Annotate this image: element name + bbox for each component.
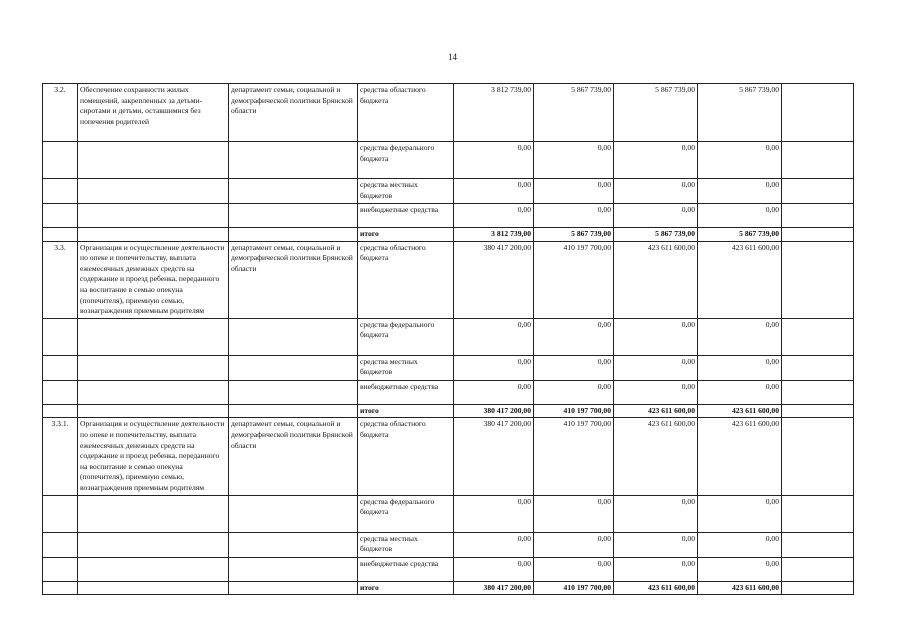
funding-value: 0,00 [534, 204, 614, 228]
funding-value: 0,00 [698, 318, 782, 355]
funding-value: 0,00 [534, 532, 614, 557]
row-index [43, 355, 78, 380]
executor [229, 404, 358, 418]
executor: департамент семьи, социальной и демографической политики Брянской области [229, 84, 358, 142]
funding-value: 5 867 739,00 [614, 84, 698, 142]
funding-value: 0,00 [454, 532, 534, 557]
budget-table-body [43, 84, 854, 595]
funding-value: 0,00 [698, 142, 782, 179]
measure-name: Организация и осуществление деятельности по опеке и попечительству, выплата ежемесячных денежных средств на содержание и проезд ребенка, переданного на воспитание в семью опекуна (попечителя), приемную семью, вознаграждения приемным родителям [78, 418, 229, 495]
executor: департамент семьи, социальной и демографической политики Брянской области [229, 241, 358, 318]
funding-source: средства местных бюджетов [358, 355, 454, 380]
row-index [43, 495, 78, 532]
funding-value: 423 611 600,00 [614, 404, 698, 418]
empty-cell [782, 418, 854, 495]
empty-cell [782, 142, 854, 179]
measure-name: Организация и осуществление деятельности по опеке и попечительству, выплата ежемесячных денежных средств на содержание и проезд ребенка, переданного на воспитание в семью опекуна (попечителя), приемную семью, вознаграждения приемным родителям [78, 241, 229, 318]
funding-value: 0,00 [534, 495, 614, 532]
measure-name [78, 557, 229, 581]
funding-value: 380 417 200,00 [454, 581, 534, 595]
funding-value: 410 197 700,00 [534, 241, 614, 318]
funding-value: 380 417 200,00 [454, 241, 534, 318]
funding-value: 0,00 [534, 380, 614, 404]
funding-source: средства федерального бюджета [358, 495, 454, 532]
table-row [43, 380, 854, 404]
measure-name [78, 179, 229, 204]
funding-source: средства федерального бюджета [358, 318, 454, 355]
funding-source: внебюджетные средства [358, 380, 454, 404]
funding-value: 0,00 [614, 532, 698, 557]
executor [229, 532, 358, 557]
empty-cell [782, 241, 854, 318]
measure-name [78, 581, 229, 595]
executor [229, 355, 358, 380]
funding-value: 5 867 739,00 [698, 84, 782, 142]
row-index: 3.3.1. [43, 418, 78, 495]
table-row [43, 179, 854, 204]
funding-value: 0,00 [698, 204, 782, 228]
table-row [43, 241, 854, 318]
table-row [43, 84, 854, 142]
table-row [43, 557, 854, 581]
funding-value: 0,00 [454, 557, 534, 581]
funding-value: 3 812 739,00 [454, 84, 534, 142]
row-index [43, 532, 78, 557]
funding-value: 0,00 [454, 204, 534, 228]
funding-value: 0,00 [534, 179, 614, 204]
executor [229, 380, 358, 404]
funding-value: 0,00 [454, 142, 534, 179]
row-index [43, 581, 78, 595]
measure-name [78, 355, 229, 380]
funding-value: 0,00 [698, 495, 782, 532]
executor [229, 204, 358, 228]
funding-source: средства федерального бюджета [358, 142, 454, 179]
executor [229, 318, 358, 355]
empty-cell [782, 380, 854, 404]
funding-source: итого [358, 228, 454, 242]
executor [229, 179, 358, 204]
funding-value: 0,00 [698, 179, 782, 204]
executor: департамент семьи, социальной и демографической политики Брянской области [229, 418, 358, 495]
funding-value: 423 611 600,00 [614, 241, 698, 318]
table-row-total [43, 404, 854, 418]
table-row [43, 142, 854, 179]
funding-value: 0,00 [614, 380, 698, 404]
row-index [43, 228, 78, 242]
table-row [43, 495, 854, 532]
funding-value: 423 611 600,00 [614, 418, 698, 495]
executor [229, 228, 358, 242]
row-index [43, 318, 78, 355]
measure-name: Обеспечение сохранности жилых помещений, закрепленных за детьми-сиротами и детьми, оставшимися без попечения родителей [78, 84, 229, 142]
measure-name [78, 404, 229, 418]
table-row [43, 204, 854, 228]
row-index: 3.3. [43, 241, 78, 318]
funding-source: внебюджетные средства [358, 557, 454, 581]
empty-cell [782, 581, 854, 595]
funding-value: 0,00 [454, 179, 534, 204]
empty-cell [782, 204, 854, 228]
funding-source: средства областного бюджета [358, 241, 454, 318]
table-row [43, 418, 854, 495]
empty-cell [782, 495, 854, 532]
budget-table [42, 83, 854, 595]
table-row [43, 532, 854, 557]
funding-value: 0,00 [698, 532, 782, 557]
funding-value: 5 867 739,00 [534, 228, 614, 242]
funding-value: 0,00 [614, 355, 698, 380]
funding-value: 423 611 600,00 [698, 581, 782, 595]
measure-name [78, 495, 229, 532]
page-number: 14 [448, 52, 457, 62]
funding-source: средства местных бюджетов [358, 532, 454, 557]
row-index [43, 204, 78, 228]
funding-source: средства местных бюджетов [358, 179, 454, 204]
funding-source: средства областного бюджета [358, 418, 454, 495]
empty-cell [782, 557, 854, 581]
funding-value: 0,00 [614, 179, 698, 204]
funding-value: 423 611 600,00 [614, 581, 698, 595]
funding-value: 410 197 700,00 [534, 404, 614, 418]
executor [229, 142, 358, 179]
funding-value: 423 611 600,00 [698, 418, 782, 495]
funding-value: 0,00 [454, 380, 534, 404]
funding-value: 0,00 [614, 142, 698, 179]
measure-name [78, 532, 229, 557]
funding-source: средства областного бюджета [358, 84, 454, 142]
empty-cell [782, 84, 854, 142]
funding-value: 410 197 700,00 [534, 418, 614, 495]
funding-value: 0,00 [614, 495, 698, 532]
funding-value: 0,00 [614, 318, 698, 355]
funding-value: 0,00 [534, 318, 614, 355]
funding-value: 5 867 739,00 [698, 228, 782, 242]
empty-cell [782, 318, 854, 355]
funding-value: 0,00 [698, 380, 782, 404]
funding-value: 0,00 [534, 355, 614, 380]
funding-value: 5 867 739,00 [534, 84, 614, 142]
empty-cell [782, 228, 854, 242]
funding-value: 0,00 [454, 495, 534, 532]
funding-value: 410 197 700,00 [534, 581, 614, 595]
funding-value: 380 417 200,00 [454, 404, 534, 418]
funding-value: 0,00 [534, 557, 614, 581]
funding-value: 3 812 739,00 [454, 228, 534, 242]
executor [229, 557, 358, 581]
funding-value: 423 611 600,00 [698, 404, 782, 418]
funding-source: итого [358, 404, 454, 418]
row-index [43, 142, 78, 179]
measure-name [78, 204, 229, 228]
funding-value: 0,00 [614, 557, 698, 581]
row-index [43, 380, 78, 404]
empty-cell [782, 532, 854, 557]
funding-value: 0,00 [454, 318, 534, 355]
measure-name [78, 228, 229, 242]
measure-name [78, 380, 229, 404]
row-index [43, 404, 78, 418]
executor [229, 495, 358, 532]
funding-value: 5 867 739,00 [614, 228, 698, 242]
empty-cell [782, 404, 854, 418]
measure-name [78, 318, 229, 355]
funding-value: 0,00 [698, 355, 782, 380]
row-index [43, 179, 78, 204]
measure-name [78, 142, 229, 179]
table-row-total [43, 228, 854, 242]
funding-value: 423 611 600,00 [698, 241, 782, 318]
empty-cell [782, 355, 854, 380]
row-index [43, 557, 78, 581]
table-row [43, 318, 854, 355]
funding-value: 0,00 [698, 557, 782, 581]
funding-source: внебюджетные средства [358, 204, 454, 228]
funding-value: 0,00 [534, 142, 614, 179]
row-index: 3.2. [43, 84, 78, 142]
table-row-total [43, 581, 854, 595]
empty-cell [782, 179, 854, 204]
funding-value: 0,00 [454, 355, 534, 380]
table-row [43, 355, 854, 380]
funding-value: 0,00 [614, 204, 698, 228]
funding-source: итого [358, 581, 454, 595]
funding-value: 380 417 200,00 [454, 418, 534, 495]
executor [229, 581, 358, 595]
